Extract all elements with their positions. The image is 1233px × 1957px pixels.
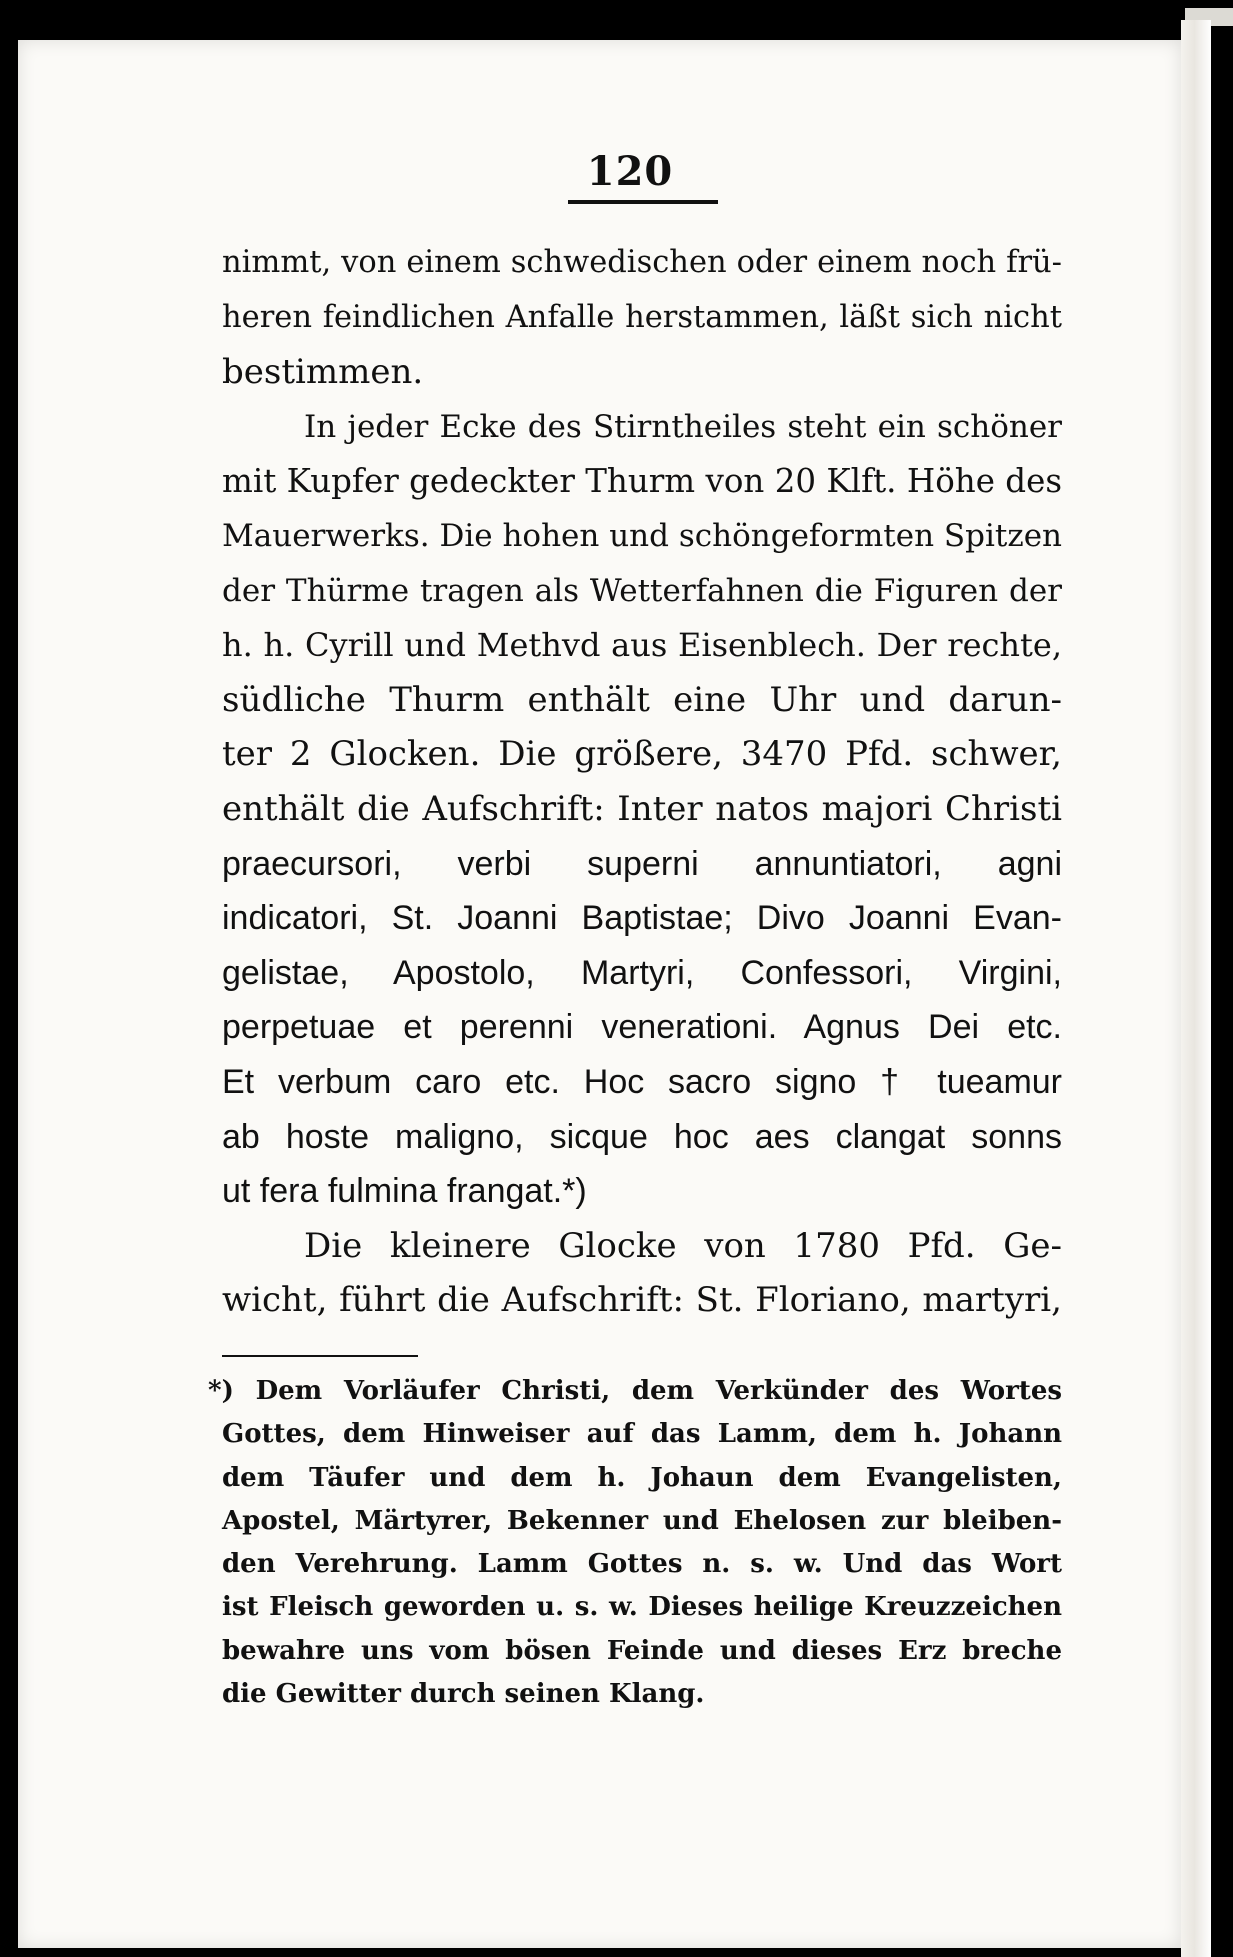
header-rule bbox=[568, 200, 718, 204]
text-line: bestimmen. bbox=[222, 352, 424, 393]
text-line: enthält die Aufschrift: Inter natos majori Christi bbox=[222, 788, 1062, 829]
text-line: ab hoste maligno, sicque hoc aes clangat sonns bbox=[222, 1117, 1062, 1156]
text-line: Die kleinere Glocke von 1780 Pfd. Ge- bbox=[304, 1225, 1062, 1266]
text-line: Et verbum caro etc. Hoc sacro signo † tueamur bbox=[222, 1062, 1062, 1101]
footnote-line: Apostel, Märtyrer, Bekenner und Ehelosen zur bleiben- bbox=[222, 1505, 1062, 1536]
text-line: ter 2 Glocken. Die größere, 3470 Pfd. schwer, bbox=[222, 734, 1062, 775]
text-line: gelistae, Apostolo, Martyri, Confessori, Virgini, bbox=[222, 953, 1062, 992]
page-edge bbox=[1181, 20, 1211, 1957]
footnote-rule bbox=[222, 1355, 418, 1357]
text-line: der Thürme tragen als Wetterfahnen die Figuren der bbox=[222, 572, 1062, 609]
text-line: praecursori, verbi superni annuntiatori, agni bbox=[222, 844, 1062, 883]
footnote-line: bewahre uns vom bösen Feinde und dieses Erz breche bbox=[222, 1635, 1062, 1666]
text-line: h. h. Cyrill und Methvd aus Eisenblech. Der rechte, bbox=[222, 626, 1062, 665]
text-line: nimmt, von einem schwedischen oder einem noch frü- bbox=[222, 245, 1062, 280]
text-line: südliche Thurm enthält eine Uhr und darun- bbox=[222, 679, 1062, 720]
body-text bbox=[222, 236, 1062, 1328]
text-line: In jeder Ecke des Stirntheiles steht ein schöner bbox=[304, 408, 1062, 445]
footnote-line: die Gewitter durch seinen Klang. bbox=[222, 1679, 705, 1710]
text-line: mit Kupfer gedeckter Thurm von 20 Klft. Höhe des bbox=[222, 462, 1062, 501]
footnote-line: Gottes, dem Hinweiser auf das Lamm, dem h. Johann bbox=[222, 1419, 1062, 1450]
text-line: wicht, führt die Aufschrift: St. Floriano, martyri, bbox=[222, 1280, 1062, 1321]
text-line: Mauerwerks. Die hohen und schöngeformten Spitzen bbox=[222, 517, 1062, 554]
footnote-line: *) Dem Vorläufer Christi, dem Verkünder des Wortes bbox=[208, 1376, 1062, 1406]
page-number: 120 bbox=[586, 148, 674, 195]
text-line: heren feindlichen Anfalle herstammen, läßt sich nicht bbox=[222, 299, 1062, 335]
footnote-line: ist Fleisch geworden u. s. w. Dieses heilige Kreuzzeichen bbox=[222, 1592, 1062, 1623]
footnote-line: dem Täufer und dem h. Johaun dem Evangelisten, bbox=[222, 1462, 1062, 1493]
text-line: perpetuae et perenni venerationi. Agnus Dei etc. bbox=[222, 1008, 1062, 1047]
text-line: indicatori, St. Joanni Baptistae; Divo Joanni Evan- bbox=[222, 899, 1062, 938]
footnote bbox=[208, 1370, 1062, 1716]
text-line: ut fera fulmina frangat.*) bbox=[222, 1172, 587, 1211]
footnote-line: den Verehrung. Lamm Gottes n. s. w. Und das Wort bbox=[222, 1549, 1062, 1580]
